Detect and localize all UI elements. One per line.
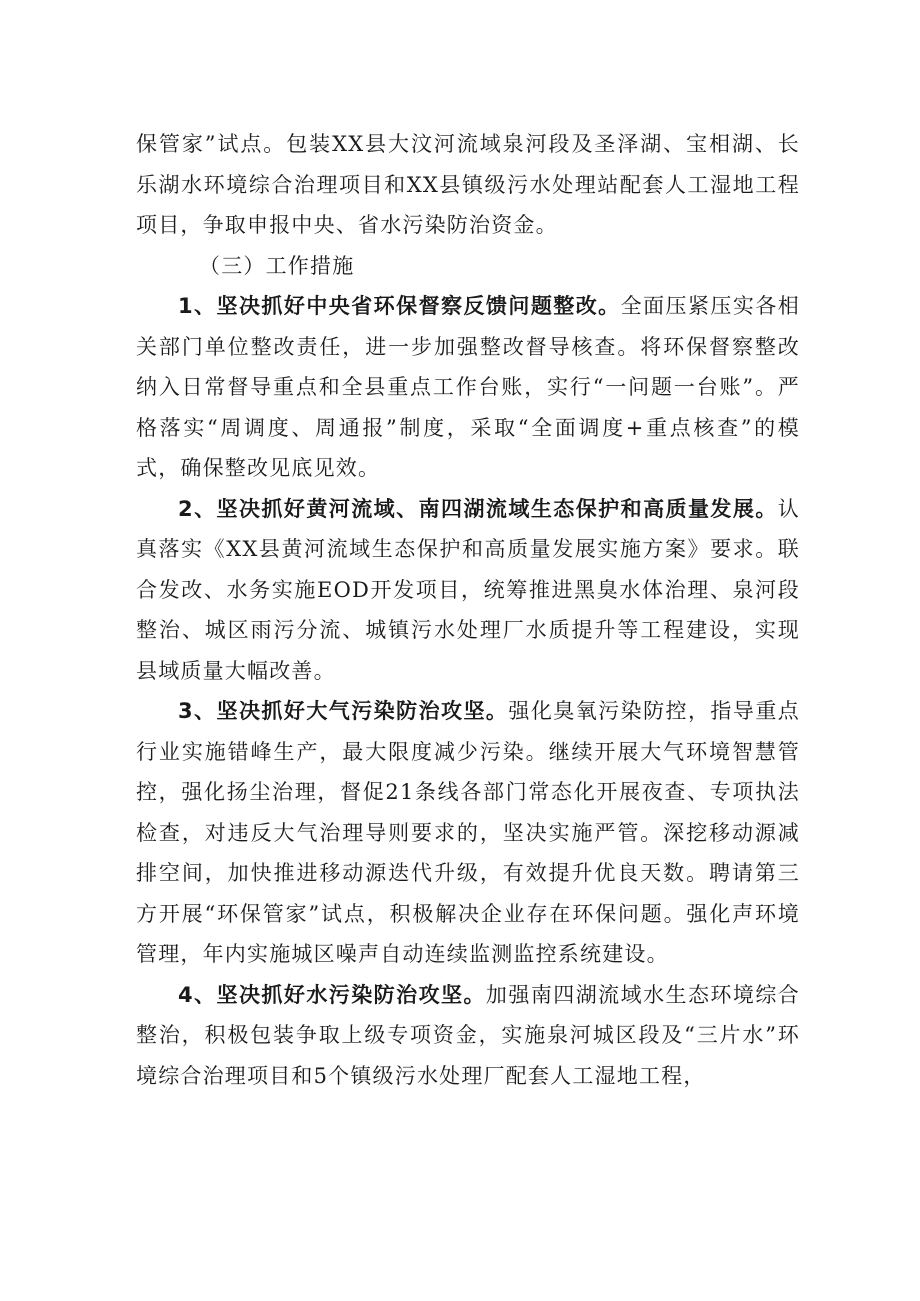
measure-text-2: 认真落实《XX县黄河流域生态保护和高质量发展实施方案》要求。联合发改、水务实施EOD开发项目，统筹推进黑臭水体治理、泉河段整治、城区雨污分流、城镇污水处理厂水质提升等工程建设，实现县域质量大幅改善。 — [136, 496, 800, 683]
measure-lead-1: 1、坚决抓好中央省环保督察反馈问题整改。 — [178, 294, 621, 318]
measure-text-1: 全面压紧压实各相关部门单位整改责任，进一步加强整改督导核查。将环保督察整改纳入日常督导重点和全县重点工作台账，实行“一问题一台账”。严格落实“周调度、周通报”制度，采取“全面调度+重点核查”的模式，确保整改见底见效。 — [136, 294, 800, 480]
measure-paragraph-2 — [136, 489, 800, 692]
paragraph-text: 保管家”试点。包装XX县大汶河流域泉河段及圣泽湖、宝相湖、长乐湖水环境综合治理项目和XX县镇级污水处理站配套人工湿地工程项目，争取申报中央、省水污染防治资金。 — [136, 132, 800, 237]
measure-paragraph-1 — [136, 286, 800, 489]
measure-text-3: 强化臭氧污染防控，指导重点行业实施错峰生产，最大限度减少污染。继续开展大气环境智慧管控，强化扬尘治理，督促21条线各部门常态化开展夜查、专项执法检查，对违反大气治理导则要求的，坚决实施严管。深挖移动源减排空间，加快推进移动源迭代升级，有效提升优良天数。聘请第三方开展“环保管家”试点，积极解决企业存在环保问题。强化声环境管理，年内实施城区噪声自动连续监测监控系统建设。 — [136, 699, 800, 966]
section-heading — [136, 246, 800, 287]
document-body — [136, 124, 800, 1096]
section-heading-text: （三）工作措施 — [199, 253, 355, 278]
measure-paragraph-3 — [136, 691, 800, 975]
measure-lead-4: 4、坚决抓好水污染防治攻坚。 — [178, 982, 486, 1007]
paragraph-continuation — [136, 124, 800, 246]
measure-lead-3: 3、坚决抓好大气污染防治攻坚。 — [178, 699, 509, 723]
measure-lead-2: 2、坚决抓好黄河流域、南四湖流域生态保护和高质量发展。 — [178, 496, 778, 521]
measure-paragraph-4 — [136, 975, 800, 1097]
measure-text-4: 加强南四湖流域水生态环境综合整治，积极包装争取上级专项资金，实施泉河城区段及“三片水”环境综合治理项目和5个镇级污水处理厂配套人工湿地工程， — [136, 982, 800, 1088]
